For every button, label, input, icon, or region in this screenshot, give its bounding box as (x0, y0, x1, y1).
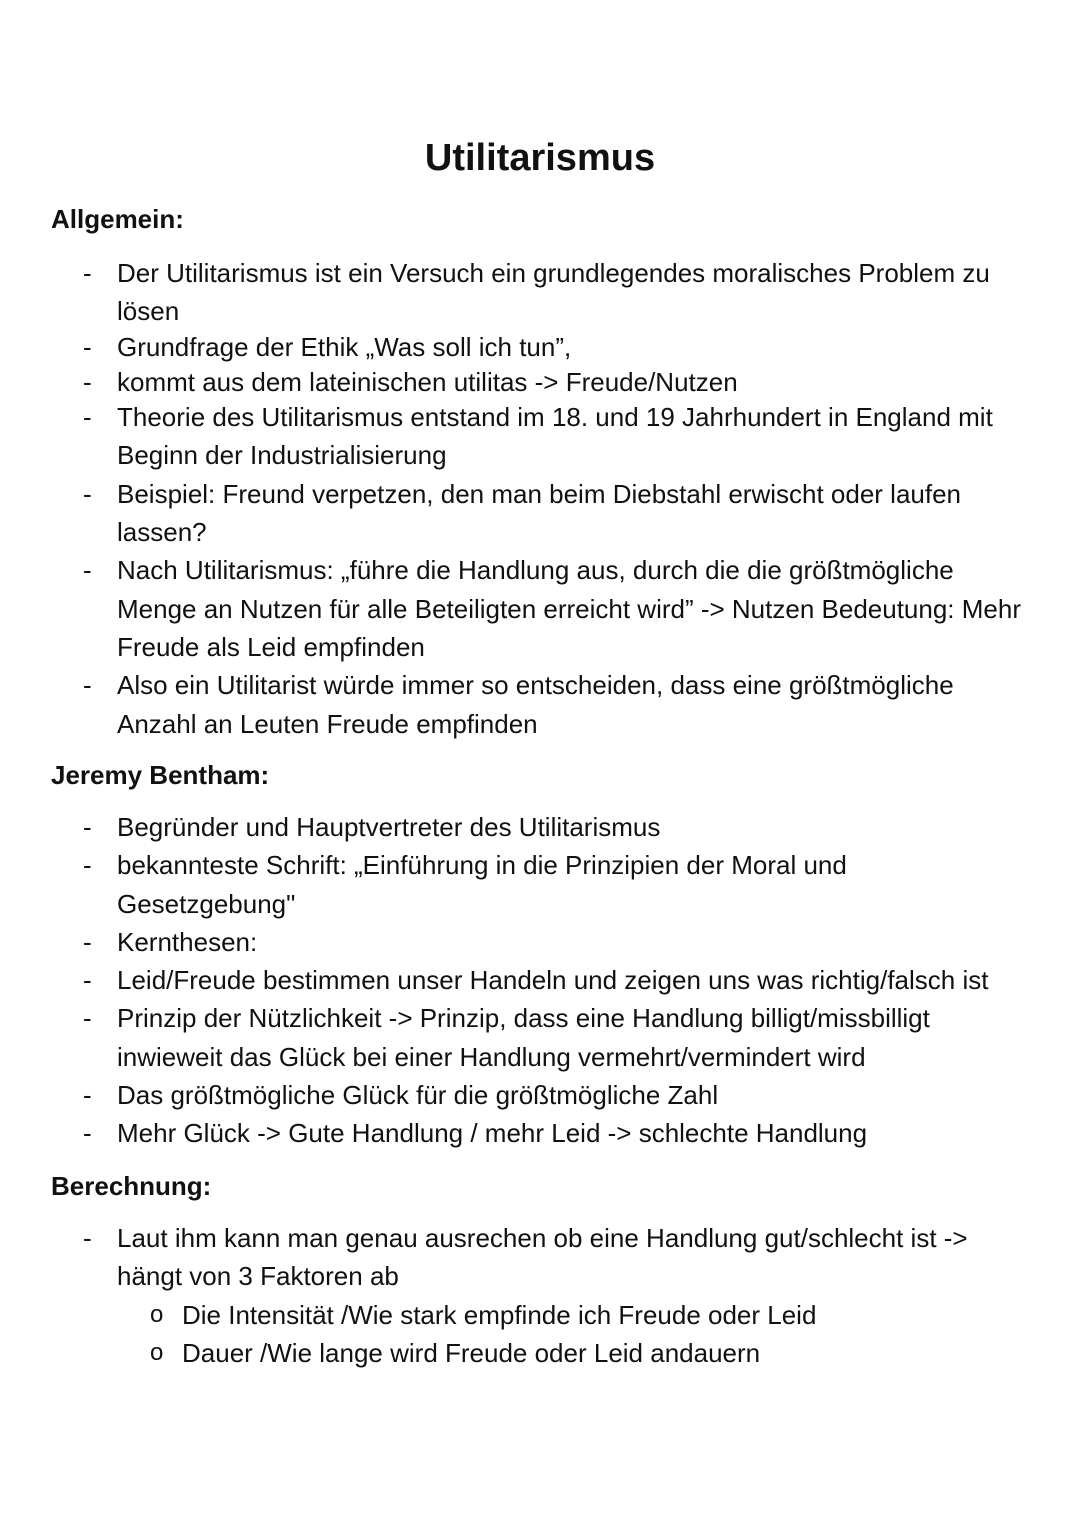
list-item (0, 328, 1080, 366)
dash-marker: - (83, 1003, 92, 1034)
factor-item (117, 1334, 1030, 1372)
list-item-text: Also ein Utilitarist würde immer so entscheiden, dass eine größtmögliche Anzahl an Leuten Freude empfinden (117, 670, 954, 739)
list-item (0, 808, 1080, 846)
allgemein-list (0, 254, 1080, 743)
dash-marker: - (83, 258, 92, 288)
list-item (0, 475, 1080, 552)
section-heading-bentham: Jeremy Bentham: (51, 760, 270, 790)
list-item (0, 923, 1080, 961)
dash-marker: - (83, 965, 92, 996)
list-item-text: Leid/Freude bestimmen unser Handeln und zeigen uns was richtig/falsch ist (117, 965, 989, 996)
factor-item-text: Die Intensität /Wie stark empfinde ich Freude oder Leid (182, 1299, 817, 1330)
dash-marker: - (83, 478, 92, 509)
list-item (0, 1219, 1080, 1372)
list-item-text: kommt aus dem lateinischen utilitas -> Freude/Nutzen (117, 366, 738, 397)
factor-list (117, 1296, 1030, 1373)
dash-marker: - (83, 670, 92, 701)
list-item (0, 666, 1080, 743)
list-item-text: Kernthesen: (117, 926, 258, 957)
dash-marker: - (83, 555, 92, 586)
list-item-text: bekannteste Schrift: „Einführung in die Prinzipien der Moral und Gesetzgebung" (117, 850, 847, 919)
list-item (0, 363, 1080, 401)
dash-marker: - (83, 366, 92, 397)
list-item (0, 551, 1080, 666)
list-item (0, 254, 1080, 331)
dash-marker: - (83, 402, 92, 433)
dash-marker: - (83, 850, 92, 881)
section-heading-allgemein: Allgemein: (51, 204, 184, 234)
list-item (0, 1076, 1080, 1114)
list-item-text: Theorie des Utilitarismus entstand im 18. und 19 Jahrhundert in England mit Beginn der Industrialisierung (117, 402, 993, 471)
list-item (0, 398, 1080, 475)
factor-item-text: Dauer /Wie lange wird Freude oder Leid andauern (182, 1337, 761, 1368)
dash-marker: - (83, 812, 92, 842)
list-item (0, 846, 1080, 923)
circle-bullet-icon: o (150, 1338, 164, 1366)
list-item-text: Prinzip der Nützlichkeit -> Prinzip, dass eine Handlung billigt/missbilligt inwieweit das Glück bei einer Handlung vermehrt/vermindert wird (117, 1003, 930, 1072)
list-item-text: Grundfrage der Ethik „Was soll ich tun”, (117, 331, 572, 362)
dash-marker: - (83, 926, 92, 957)
circle-bullet-icon: o (150, 1300, 164, 1328)
list-item-text: Nach Utilitarismus: „führe die Handlung aus, durch die die größtmögliche Menge an Nutzen für alle Beteiligten erreicht wird” -> Nutzen Bedeutung: Mehr Freude als Leid empfinden (117, 555, 1021, 662)
page-title: Utilitarismus (424, 137, 656, 179)
dash-marker: - (83, 1118, 92, 1149)
list-item-text: Der Utilitarismus ist ein Versuch ein grundlegendes moralisches Problem zu lösen (117, 258, 990, 327)
dash-marker: - (83, 331, 92, 362)
list-item-text: Laut ihm kann man genau ausrechen ob eine Handlung gut/schlecht ist -> hängt von 3 Faktoren ab (117, 1223, 968, 1292)
section-heading-berechnung: Berechnung: (51, 1171, 212, 1201)
factor-item (117, 1296, 1030, 1334)
berechnung-list (0, 1219, 1080, 1372)
bentham-list (0, 808, 1080, 1153)
list-item (0, 1114, 1080, 1152)
list-item-text: Mehr Glück -> Gute Handlung / mehr Leid -> schlechte Handlung (117, 1118, 868, 1149)
list-item-text: Das größtmögliche Glück für die größtmögliche Zahl (117, 1080, 719, 1111)
dash-marker: - (83, 1080, 92, 1111)
list-item (0, 999, 1080, 1076)
list-item-text: Begründer und Hauptvertreter des Utilitarismus (117, 812, 661, 842)
dash-marker: - (83, 1223, 92, 1253)
list-item-text: Beispiel: Freund verpetzen, den man beim Diebstahl erwischt oder laufen lassen? (117, 478, 962, 548)
list-item (0, 961, 1080, 999)
